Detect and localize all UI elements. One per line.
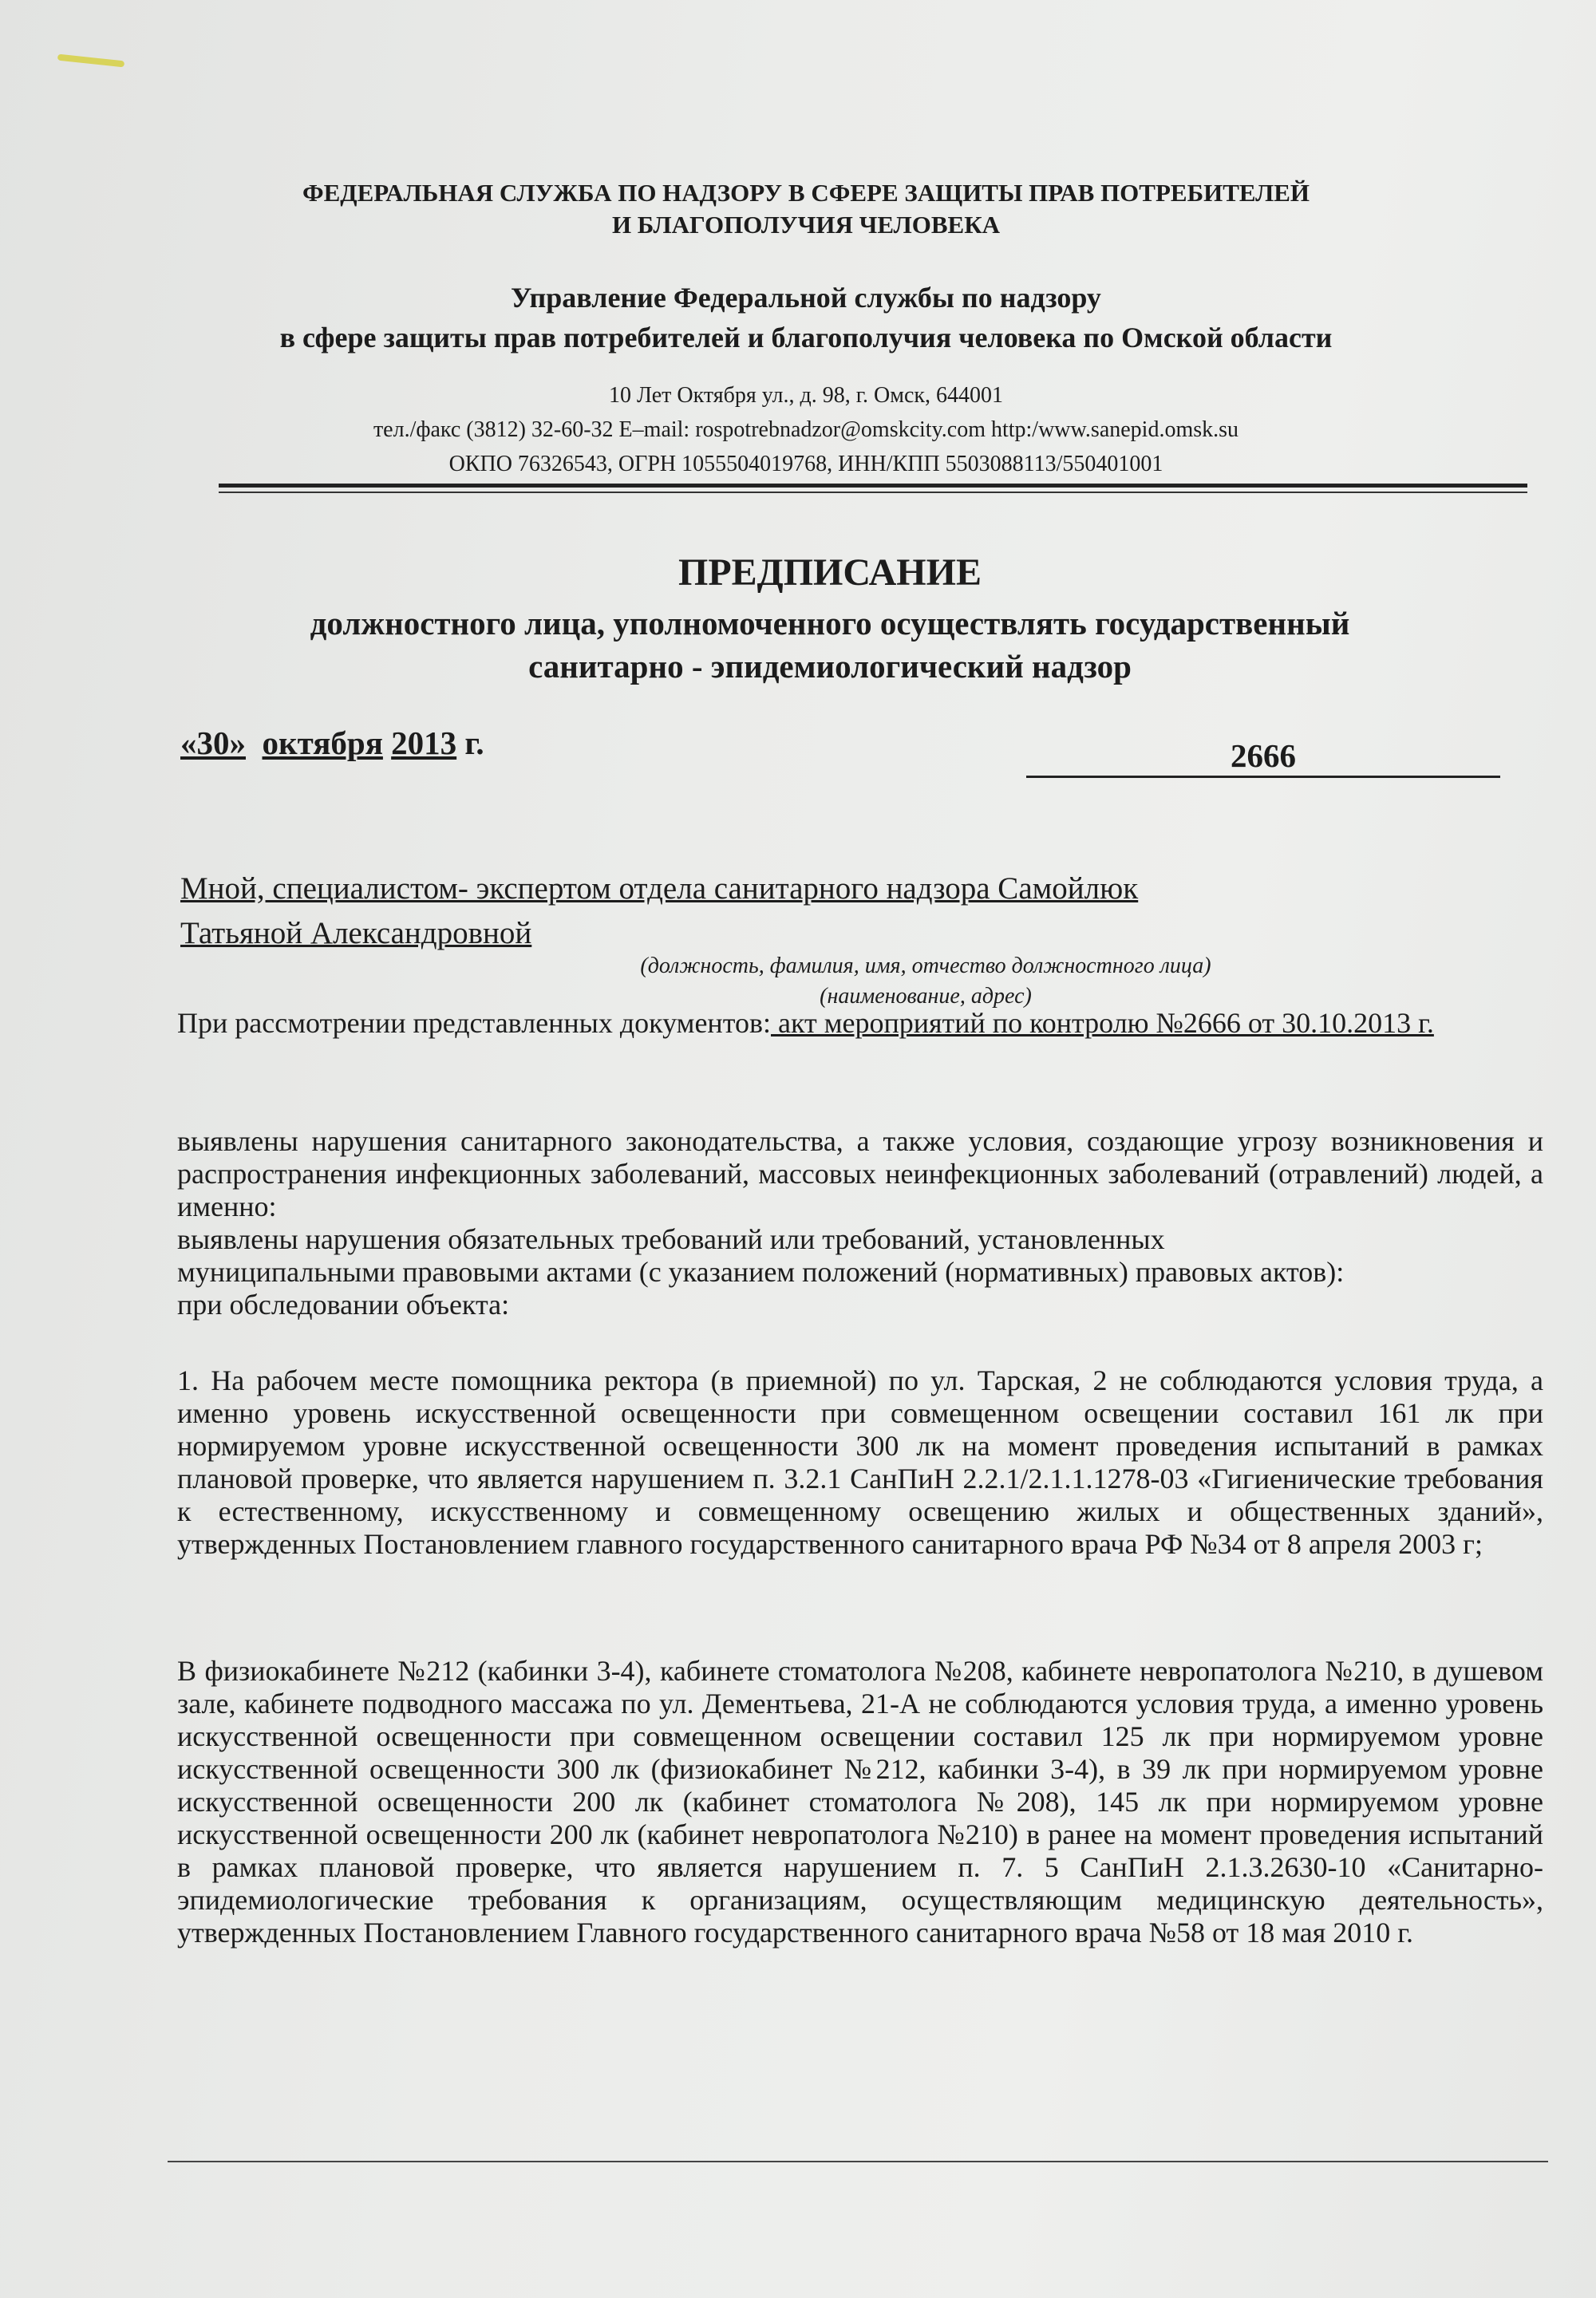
findings-line2: муниципальными правовыми актами (с указанием положений (нормативных) правовых актов):	[177, 1256, 1345, 1288]
document-subtitle	[160, 602, 1500, 688]
contact-block	[200, 378, 1412, 481]
agency-name	[200, 177, 1412, 241]
issuer-caption	[479, 951, 1373, 1012]
header-divider-thick	[219, 484, 1527, 488]
findings-intro: выявлены нарушения санитарного законодательства, а также условия, создающие угрозу возникновения и распространения инфекционных заболеваний, массовых неинфекционных заболеваний (отравлений) людей, а именно:	[177, 1125, 1543, 1222]
review-documents: акт мероприятий по контролю №2666 от 30.10.2013 г.	[770, 1007, 1434, 1039]
findings-line1: выявлены нарушения обязательных требований или требований, установленных	[177, 1223, 1165, 1255]
agency-name-line1: ФЕДЕРАЛЬНАЯ СЛУЖБА ПО НАДЗОРУ В СФЕРЕ ЗАЩИТЫ ПРАВ ПОТРЕБИТЕЛЕЙ	[302, 179, 1310, 207]
date-suffix: г.	[464, 725, 484, 761]
review-lead: При рассмотрении представленных документов:	[177, 1007, 771, 1039]
violation-item: 1. На рабочем месте помощника ректора (в приемной) по ул. Тарская, 2 не соблюдаются условия труда, а именно уровень искусственной освещенности при совмещенном освещении составил 161 лк при нормируемом уровне искусственной освещенности 300 лк на момент проведения испытаний в рамках плановой проверке, что является нарушением п. 3.2.1 СанПиН 2.2.1/2.1.1.1278-03 «Гигиенические требования к естественному, искусственному и совмещенному освещению жилых и общественных зданий», утвержденных Постановлением главного государственного санитарного врача РФ №34 от 8 апреля 2003 г;	[177, 1364, 1543, 1560]
issuer-caption-line1: (должность, фамилия, имя, отчество должностного лица)	[640, 954, 1211, 978]
office-name-line1: Управление Федеральной службы по надзору	[511, 282, 1101, 314]
date-month: октября	[262, 725, 383, 761]
findings-block	[177, 1125, 1543, 1321]
issuer-line2: Татьяной Александровной	[180, 916, 532, 950]
reviewed-documents	[177, 1007, 1543, 1040]
subtitle-line2: санитарно - эпидемиологический надзор	[528, 648, 1132, 685]
findings-line3: при обследовании объекта:	[177, 1289, 510, 1321]
date-year: 2013	[391, 725, 457, 761]
issuer-line1: Мной, специалистом- экспертом отдела санитарного надзора Самойлюк	[180, 871, 1139, 906]
phone-email-website: тел./факс (3812) 32-60-32 E–mail: rospotrebnadzor@omskcity.com http:/www.sanepid.omsk.su	[373, 417, 1239, 442]
date-day: «30»	[180, 725, 246, 761]
violation-item: В физиокабинете №212 (кабинки 3-4), кабинете стоматолога №208, кабинете невропатолога №210, в душевом зале, кабинете подводного массажа по ул. Дементьева, 21-А не соблюдаются условия труда, а именно уровень искусственной освещенности при совмещенном освещении составил 125 лк при нормируемом уровне искусственной освещенности 300 лк (физиокабинет №212, кабинки 3-4), в 39 лк при нормируемом уровне искусственной освещенности 200 лк (кабинет стоматолога №208), 145 лк при нормируемом уровне искусственной освещенности 200 лк (кабинет невропатолога №210) в ранее на момент проведения испытаний в рамках плановой проверке, что является нарушением п. 7. 5 СанПиН 2.1.3.2630-10 «Санитарно-эпидемиологические требования к организациям, осуществляющим медицинскую деятельность», утвержденных Постановлением Главного государственного санитарного врача №58 от 18 мая 2010 г.	[177, 1655, 1543, 1949]
office-name-line2: в сфере защиты прав потребителей и благополучия человека по Омской области	[279, 322, 1333, 353]
agency-name-line2: И БЛАГОПОЛУЧИЯ ЧЕЛОВЕКА	[611, 211, 1001, 239]
postal-address: 10 Лет Октября ул., д. 98, г. Омск, 644001	[608, 383, 1004, 408]
document-number: 2666	[1026, 736, 1500, 778]
registry-codes: ОКПО 76326543, ОГРН 1055504019768, ИНН/КПП 5503088113/550401001	[448, 452, 1163, 476]
issued-by	[180, 867, 1409, 956]
document-title: ПРЕДПИСАНИЕ	[678, 551, 982, 594]
regional-office-name	[192, 278, 1420, 357]
subtitle-line1: должностного лица, уполномоченного осуществлять государственный	[310, 605, 1350, 642]
issuer-caption-line2: (наименование, адрес)	[820, 984, 1032, 1009]
footer-divider	[168, 2161, 1548, 2162]
document-date	[180, 723, 484, 763]
header-divider-thin	[219, 492, 1527, 493]
